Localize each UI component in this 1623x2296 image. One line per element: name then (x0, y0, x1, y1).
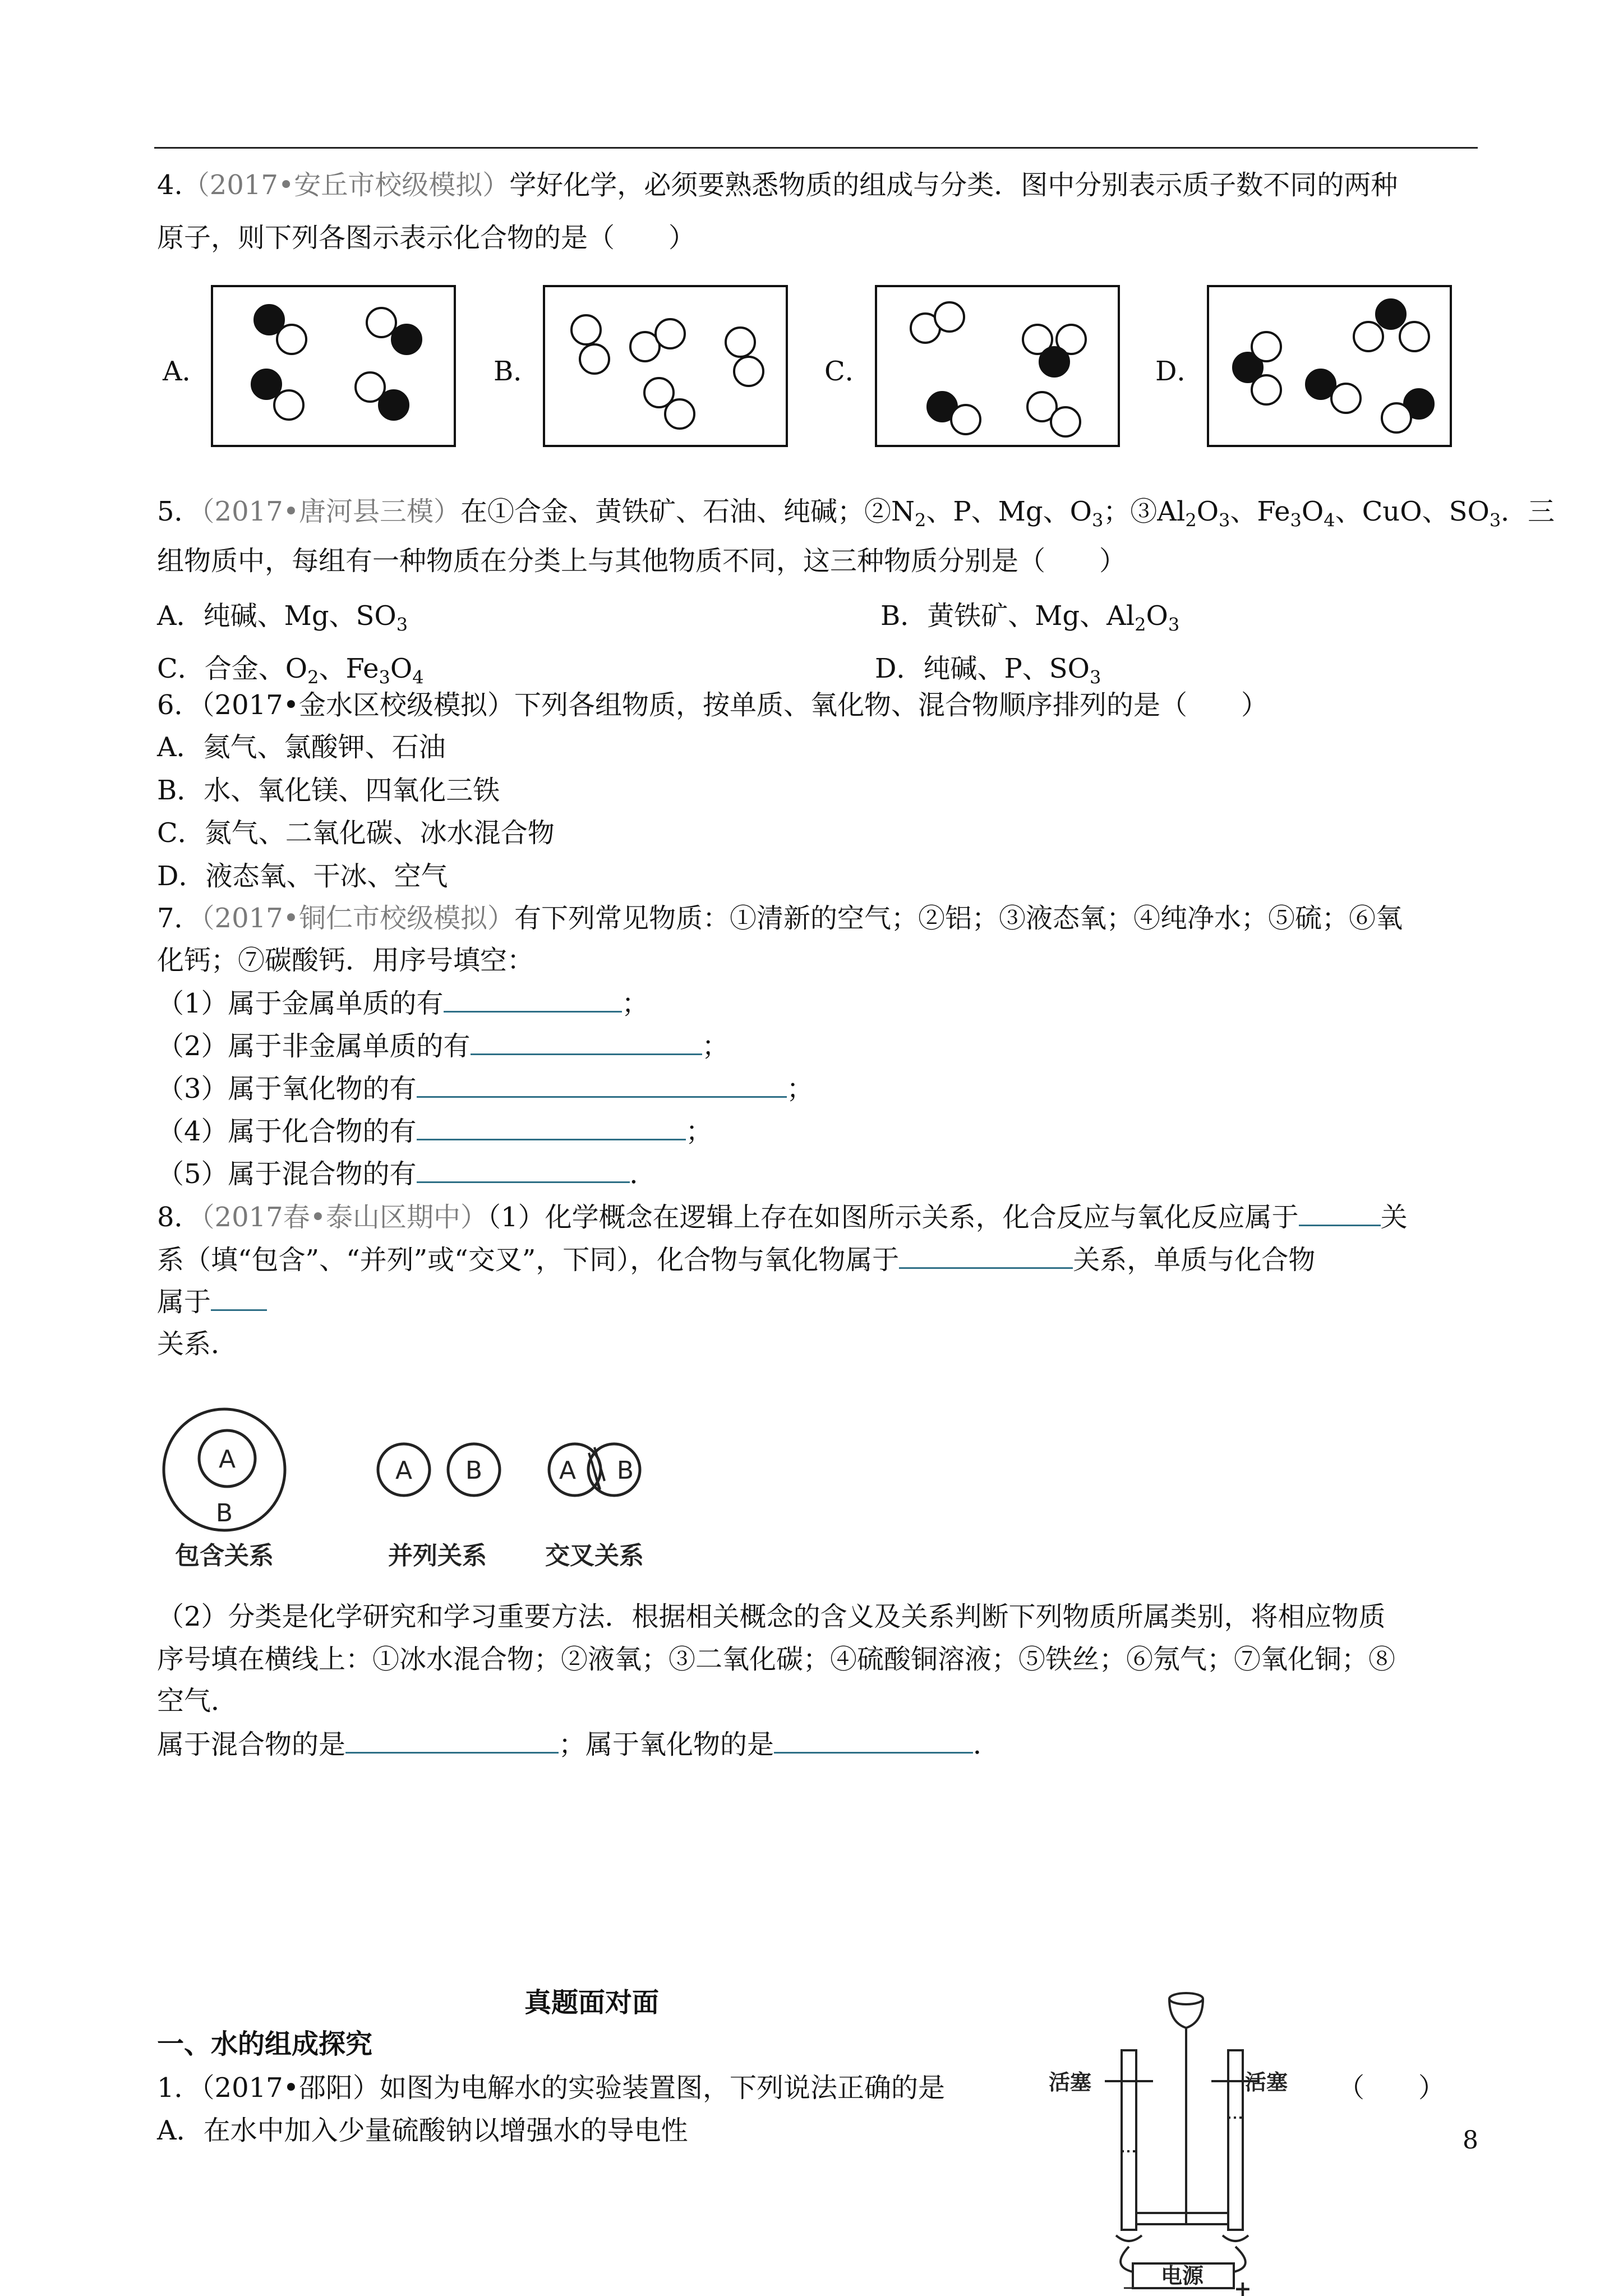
q7-line2: 化钙；⑦碳酸钙．用序号填空： (157, 945, 534, 976)
page-number: 8 (1463, 2126, 1478, 2155)
section-q1-option-a: A．在水中加入少量硫酸钠以增强水的导电性 (157, 2115, 688, 2146)
svg-text:－: － (1122, 2276, 1144, 2296)
q5-option-d: D．纯碱、P、$SO_3$ (875, 653, 1101, 688)
q6-option-b: B．水、氧化镁、四氧化三铁 (157, 775, 500, 806)
q5-option-c: C．合金、$O_2$、$Fe_3O_4$ (157, 653, 424, 688)
answer-blank[interactable] (444, 985, 622, 1013)
q8-part2-line2: 序号填在横线上：①冰水混合物；②液氧；③二氧化碳；④硫酸铜溶液；⑤铁丝；⑥氖气；⑦氧化铜；⑧ (157, 1644, 1396, 1675)
q5-option-b: B．黄铁矿、Mg、$Al_2O_3$ (880, 600, 1180, 636)
box-c (876, 286, 1119, 446)
q8-part2-line1: （2）分类是化学研究和学习重要方法．根据相关概念的含义及关系判断下列物质所属类别，将相应物质 (157, 1601, 1386, 1632)
svg-text:电源: 电源 (1161, 2263, 1204, 2288)
answer-blank[interactable] (417, 1070, 787, 1098)
q7-item-1: （1）属于金属单质的有 ； (157, 985, 649, 1022)
q7-item-2: （2）属于非金属单质的有 ； (157, 1028, 729, 1064)
answer-blank[interactable] (899, 1241, 1073, 1269)
q6-option-c: C．氮气、二氧化碳、冰水混合物 (157, 817, 555, 849)
q7-item-4: （4）属于化合物的有 ； (157, 1113, 713, 1149)
section-q1: 1．（2017•邵阳）如图为电解水的实验装置图，下列说法正确的是 (157, 2072, 946, 2104)
q6-question: 6．（2017•金水区校级模拟）下列各组物质，按单质、氧化物、混合物顺序排列的是（ ） (157, 689, 1269, 721)
q5-option-a: A．纯碱、Mg、$SO_3$ (157, 600, 408, 636)
q8-line1: 8．（2017春•泰山区期中）（1）化学概念在逻辑上存在如图所示关系，化合反应与氧化反应属于 关 (157, 1199, 1408, 1235)
q4-line2: 原子，则下列各图示表示化合物的是（ ） (157, 222, 696, 254)
svg-text:+: + (1234, 2276, 1252, 2296)
q4-option-b-label: B． (494, 356, 541, 387)
relation-diagram (151, 1391, 667, 1582)
svg-text:活塞: 活塞 (1245, 2070, 1288, 2095)
q7-item-5: （5）属于混合物的有 ． (157, 1156, 657, 1192)
svg-text:B: B (215, 1499, 233, 1527)
svg-text:活塞: 活塞 (1049, 2070, 1092, 2095)
answer-blank[interactable] (417, 1156, 630, 1183)
q6-option-a: A．氦气、氯酸钾、石油 (157, 731, 446, 763)
svg-text:A: A (395, 1456, 413, 1485)
svg-text:A: A (559, 1456, 577, 1485)
q8-part2-line4: 属于混合物的是 ；属于氧化物的是 ． (157, 1726, 1000, 1763)
section-subtitle: 一、水的组成探究 (157, 2028, 373, 2060)
answer-blank[interactable] (774, 1726, 973, 1754)
q8-line3: 属于 (157, 1283, 267, 1320)
q8-part2-line3: 空气． (157, 1685, 238, 1717)
q7-line1: 7．（2017•铜仁市校级模拟）有下列常见物质：①清新的空气；②铝；③液态氧；④纯净水；⑤硫；⑥氧 (157, 903, 1403, 934)
q6-option-d: D．液态氧、干冰、空气 (157, 861, 448, 892)
q7-item-3: （3）属于氧化物的有 ； (157, 1070, 814, 1107)
answer-blank[interactable] (471, 1028, 702, 1055)
q4-option-a-label: A． (163, 356, 209, 387)
answer-blank[interactable] (345, 1726, 559, 1754)
box-a (212, 286, 455, 446)
svg-text:A: A (218, 1445, 236, 1474)
q8-line4: 关系． (157, 1328, 238, 1360)
q4-molecule-diagrams (0, 0, 1623, 505)
answer-blank[interactable] (211, 1283, 267, 1311)
q5-line1: 5．（2017•唐河县三模）在①合金、黄铁矿、石油、纯碱；$②N_2$、P、Mg、$O_3$；$③Al_2O_3$、$Fe_3O_4$、CuO、$SO_3$．三 (157, 496, 1555, 531)
q4-line1: 4.（2017•安丘市校级模拟）学好化学，必须要熟悉物质的组成与分类．图中分别表示质子数不同的两种 (157, 169, 1398, 201)
q5-line2: 组物质中，每组有一种物质在分类上与其他物质不同，这三种物质分别是（ ） (157, 545, 1127, 577)
electrolysis-apparatus (1049, 1983, 1288, 2296)
svg-text:交叉关系: 交叉关系 (545, 1542, 644, 1570)
svg-text:包含关系: 包含关系 (175, 1542, 274, 1570)
q8-line2: 系（填“包含”、“并列”或“交叉”，下同），化合物与氧化物属于 关系，单质与化合物 (157, 1241, 1315, 1278)
svg-text:B: B (616, 1456, 634, 1485)
section-q1-paren: （ ） (1338, 2072, 1446, 2104)
q4-option-c-label: C． (824, 356, 872, 387)
answer-blank[interactable] (417, 1113, 686, 1140)
svg-text:B: B (465, 1456, 483, 1485)
svg-text:并列关系: 并列关系 (388, 1542, 487, 1570)
answer-blank[interactable] (1299, 1199, 1381, 1226)
section-title: 真题面对面 (524, 1987, 660, 2018)
q4-option-d-label: D． (1155, 356, 1204, 387)
